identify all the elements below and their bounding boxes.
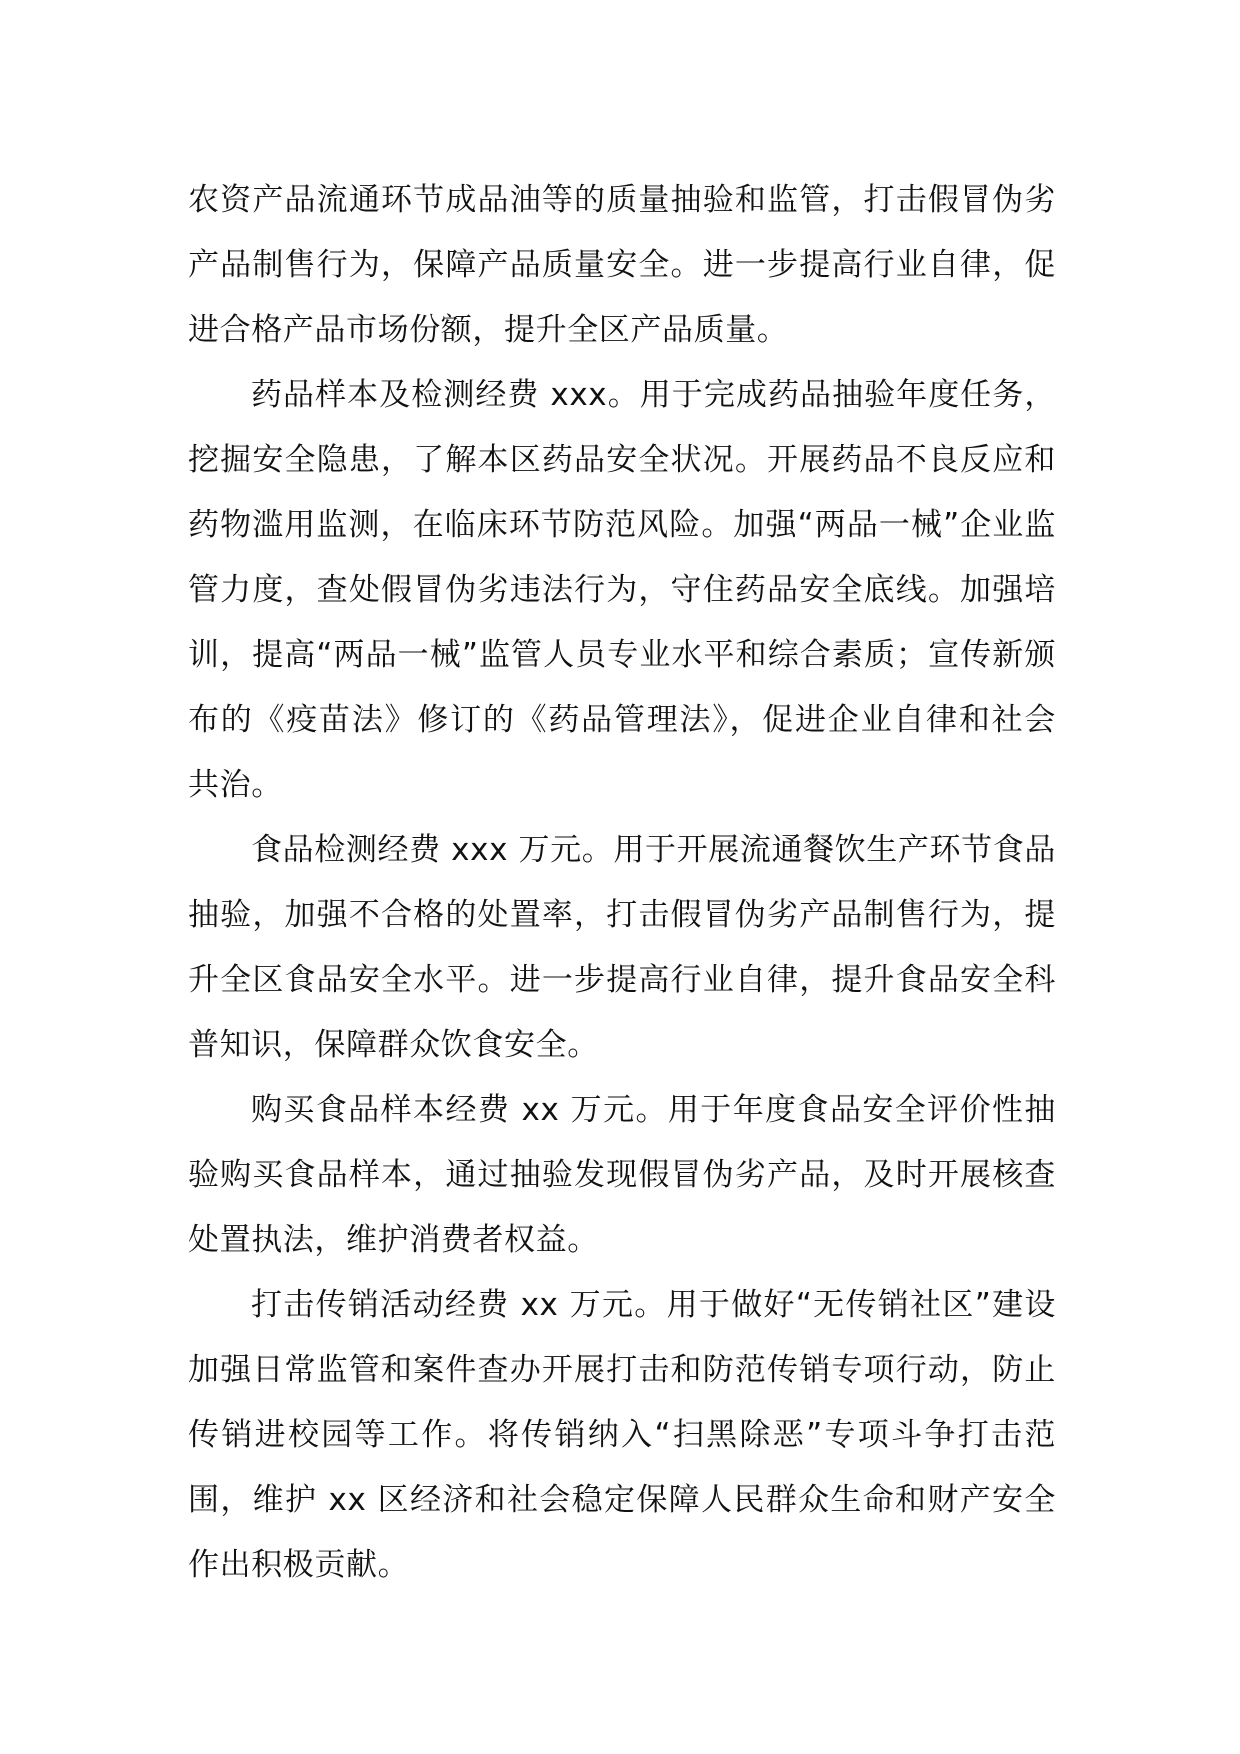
paragraph-anti-pyramid: 打击传销活动经费 xx 万元。用于做好“无传销社区”建设加强日常监管和案件查办开展打击和防范传销专项行动，防止传销进校园等工作。将传销纳入“扫黑除恶”专项斗争打击范围，维护 xx 区经济和社会稳定保障人民群众生命和财产安全作出积极贡献。 (188, 1287, 1056, 1583)
paragraph-drug-testing: 药品样本及检测经费 xxx。用于完成药品抽验年度任务，挖掘安全隐患，了解本区药品安全状况。开展药品不良反应和药物滥用监测，在临床环节防范风险。加强“两品一械”企业监管力度，查处假冒伪劣违法行为，守住药品安全底线。加强培训，提高“两品一械”监管人员专业水平和综合素质；宣传新颁布的《疫苗法》修订的《药品管理法》，促进企业自律和社会共治。 (188, 377, 1056, 803)
paragraph-continuation: 农资产品流通环节成品油等的质量抽验和监管，打击假冒伪劣产品制售行为，保障产品质量安全。进一步提高行业自律，促进合格产品市场份额，提升全区产品质量。 (188, 182, 1056, 348)
paragraph-food-samples: 购买食品样本经费 xx 万元。用于年度食品安全评价性抽验购买食品样本，通过抽验发现假冒伪劣产品，及时开展核查处置执法，维护消费者权益。 (188, 1092, 1056, 1258)
document-body (188, 168, 1056, 1598)
paragraph-food-testing: 食品检测经费 xxx 万元。用于开展流通餐饮生产环节食品抽验，加强不合格的处置率，打击假冒伪劣产品制售行为，提升全区食品安全水平。进一步提高行业自律，提升食品安全科普知识，保障群众饮食安全。 (188, 832, 1056, 1063)
